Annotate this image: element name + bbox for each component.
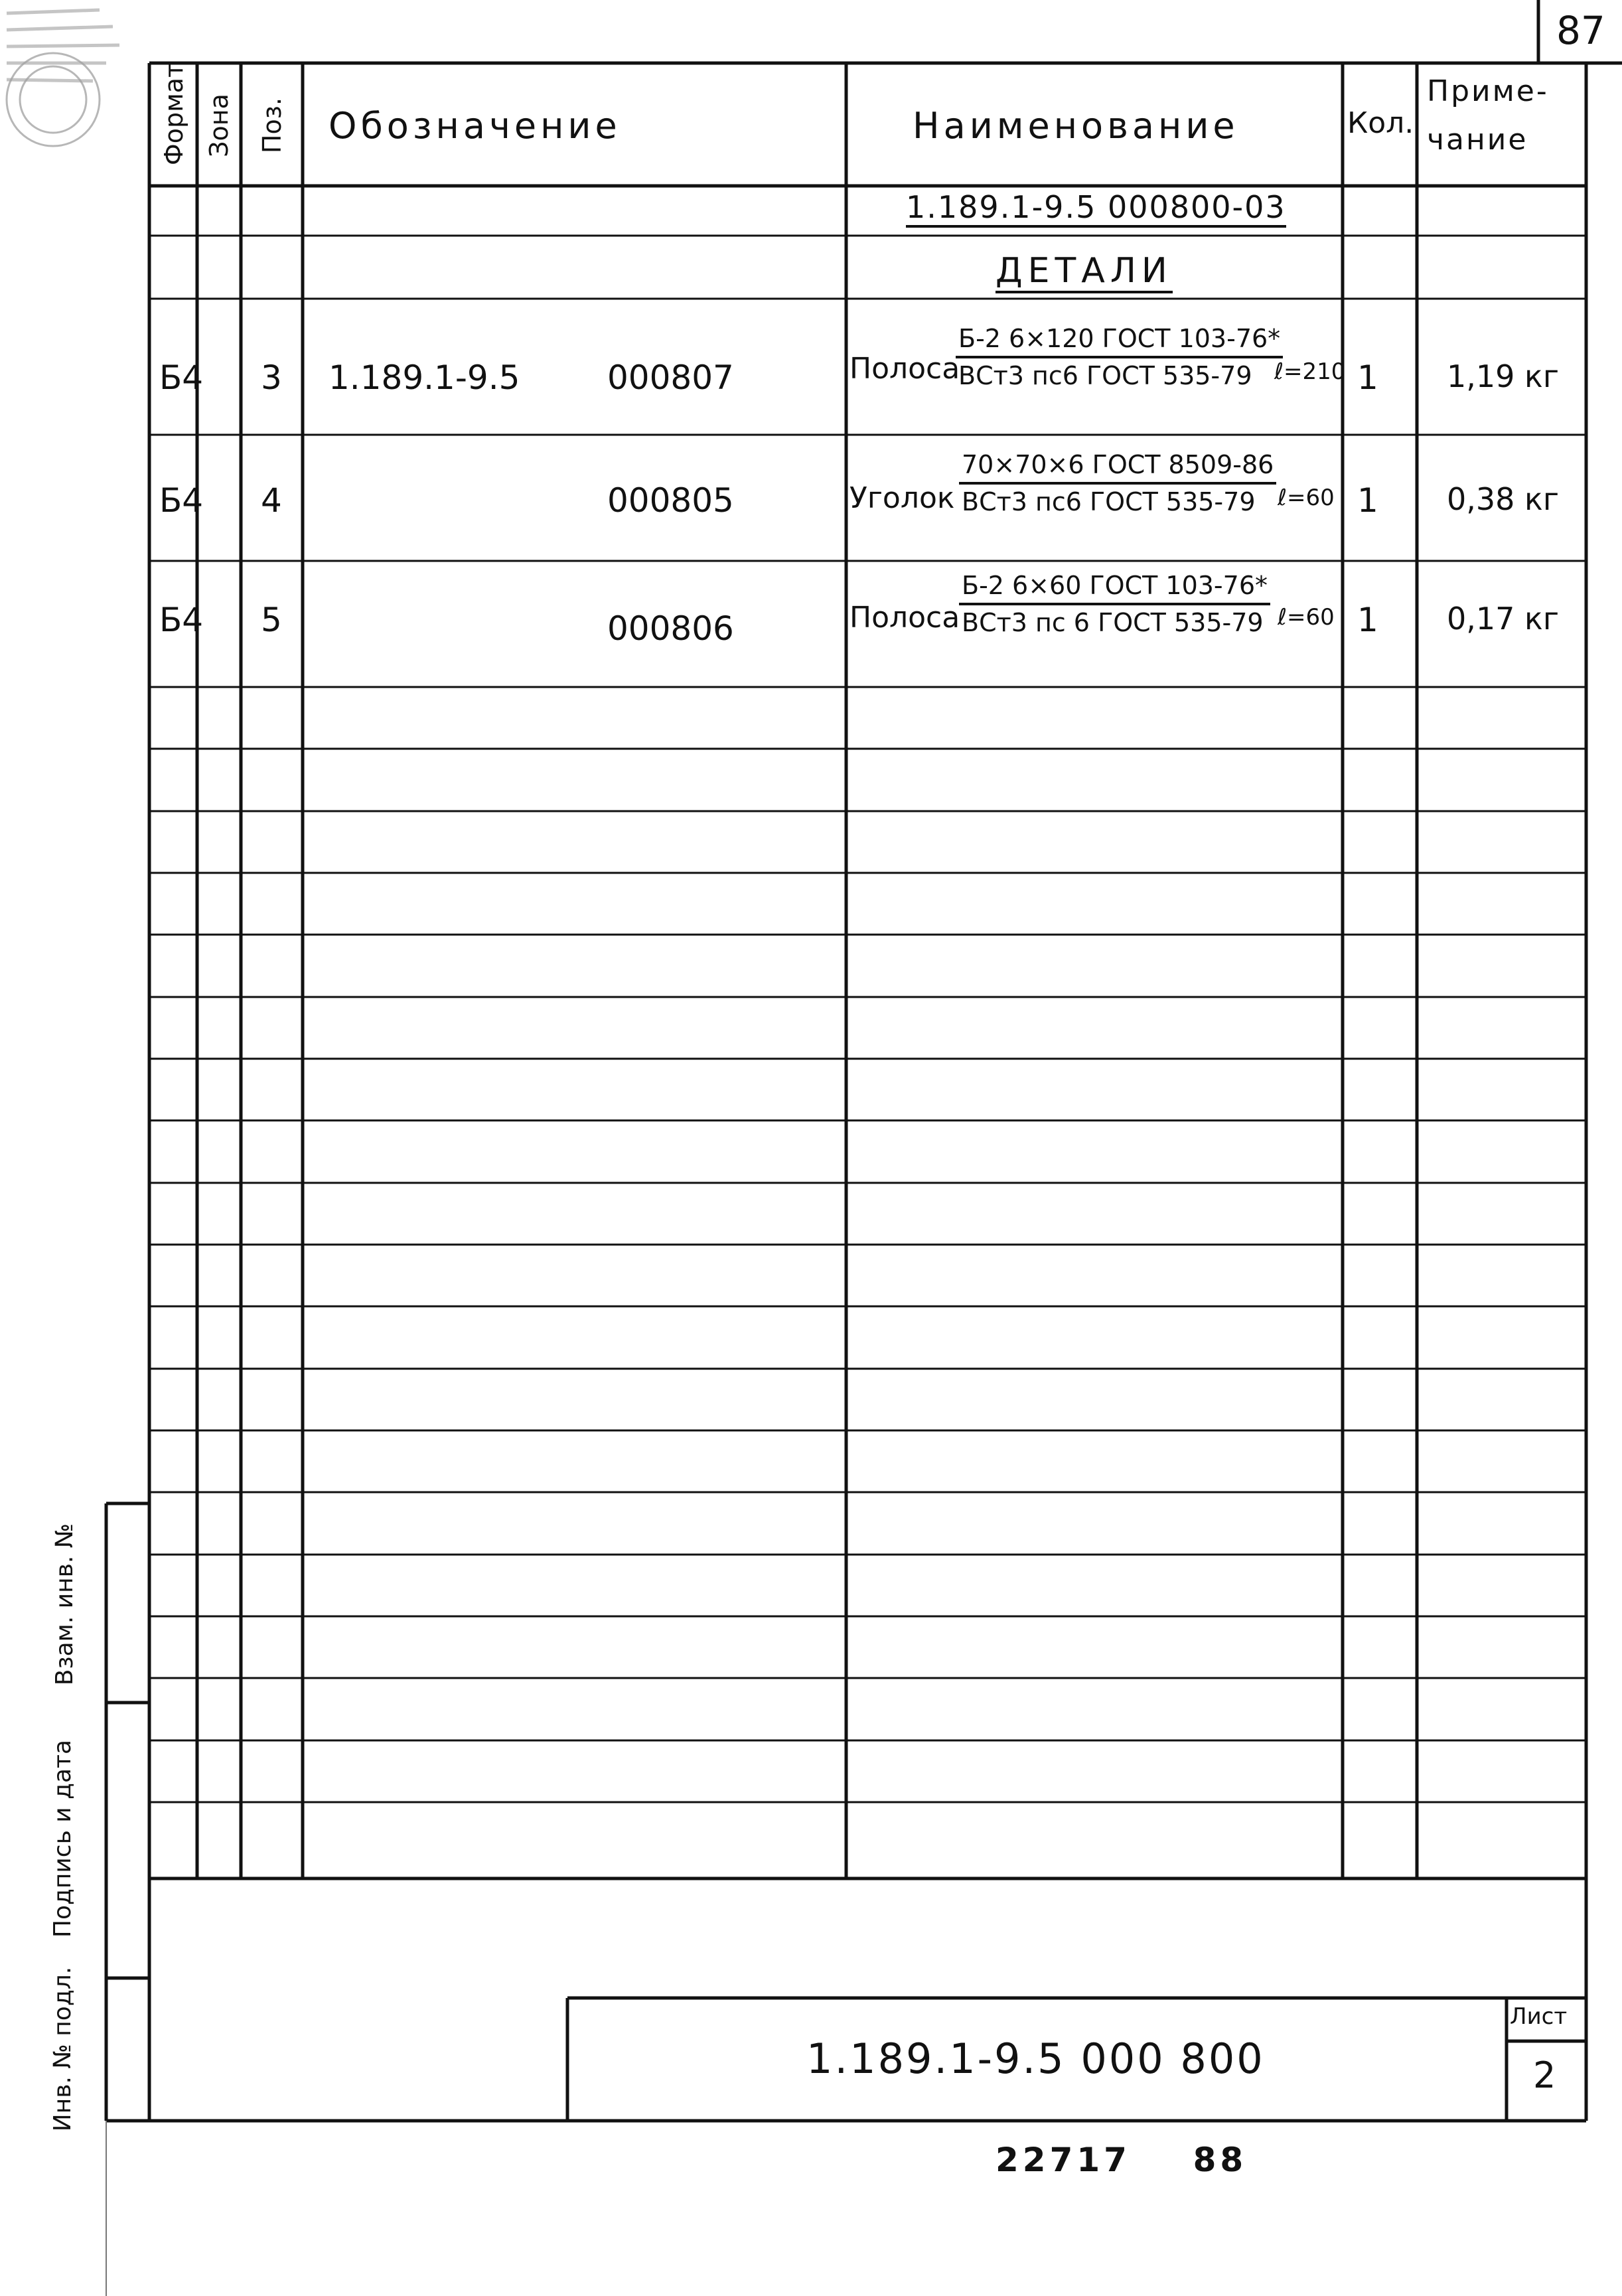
sheet-label: Лист — [1510, 2003, 1568, 2030]
row-note: 1,19 кг — [1447, 358, 1559, 394]
row-item-name: Полоса — [849, 352, 960, 386]
header-note-line1: Приме- — [1427, 74, 1549, 108]
section-title: ДЕТАЛИ — [995, 251, 1173, 293]
row-steel-grade: ВСт3 пс 6 ГОСТ 535-79 — [962, 608, 1264, 637]
row-quantity: 1 — [1357, 481, 1378, 520]
row-steel-grade: ВСт3 пс6 ГОСТ 535-79 — [958, 361, 1252, 390]
row-format: Б4 — [159, 481, 204, 520]
row-position: 4 — [261, 481, 282, 520]
header-zone: Зона — [204, 94, 234, 157]
row-format: Б4 — [159, 601, 204, 639]
row-item-name: Уголок — [849, 481, 955, 515]
row-steel-grade: ВСт3 пс6 ГОСТ 535-79 — [962, 487, 1256, 516]
row-material-fraction — [956, 324, 1283, 390]
side-label-signature-date: Подпись и дата — [49, 1739, 76, 1938]
row-length: ℓ=60 — [1278, 604, 1335, 631]
header-format: Формат — [159, 62, 188, 165]
row-position: 5 — [261, 601, 282, 639]
spec-document-reference: 1.189.1-9.5 000800-03 — [906, 189, 1286, 228]
row-format: Б4 — [159, 358, 204, 397]
row-code: 000805 — [607, 481, 734, 520]
row-code: 000807 — [607, 358, 734, 397]
title-block-designation: 1.189.1-9.5 000 800 — [806, 2034, 1265, 2083]
row-position: 3 — [261, 358, 282, 397]
row-material-fraction — [959, 571, 1270, 637]
sheet-number: 2 — [1533, 2054, 1556, 2096]
row-note: 0,38 кг — [1447, 481, 1559, 517]
row-profile: Б-2 6×60 ГОСТ 103-76* — [959, 571, 1270, 605]
row-profile: 70×70×6 ГОСТ 8509-86 — [959, 450, 1276, 485]
row-series: 1.189.1-9.5 — [329, 358, 520, 397]
side-label-replace-inventory: Взам. инв. № — [51, 1523, 78, 1686]
header-note-line2: чание — [1427, 123, 1528, 157]
row-length: ℓ=210 — [1274, 358, 1346, 385]
row-quantity: 1 — [1357, 601, 1378, 639]
archive-number: 22717 88 — [995, 2141, 1248, 2179]
header-quantity: Кол. — [1347, 106, 1414, 140]
page-corner-number: 87 — [1556, 8, 1605, 53]
header-name: Наименование — [913, 105, 1239, 147]
header-position: Поз. — [258, 97, 287, 154]
row-item-name: Полоса — [849, 601, 960, 635]
row-length: ℓ=60 — [1278, 485, 1335, 511]
row-material-fraction — [959, 450, 1276, 516]
side-label-inventory-original: Инв. № подл. — [49, 1966, 76, 2132]
row-note: 0,17 кг — [1447, 601, 1559, 637]
row-quantity: 1 — [1357, 358, 1378, 397]
row-profile: Б-2 6×120 ГОСТ 103-76* — [956, 324, 1283, 358]
header-designation: Обозначение — [329, 105, 621, 147]
row-code: 000806 — [607, 609, 734, 648]
